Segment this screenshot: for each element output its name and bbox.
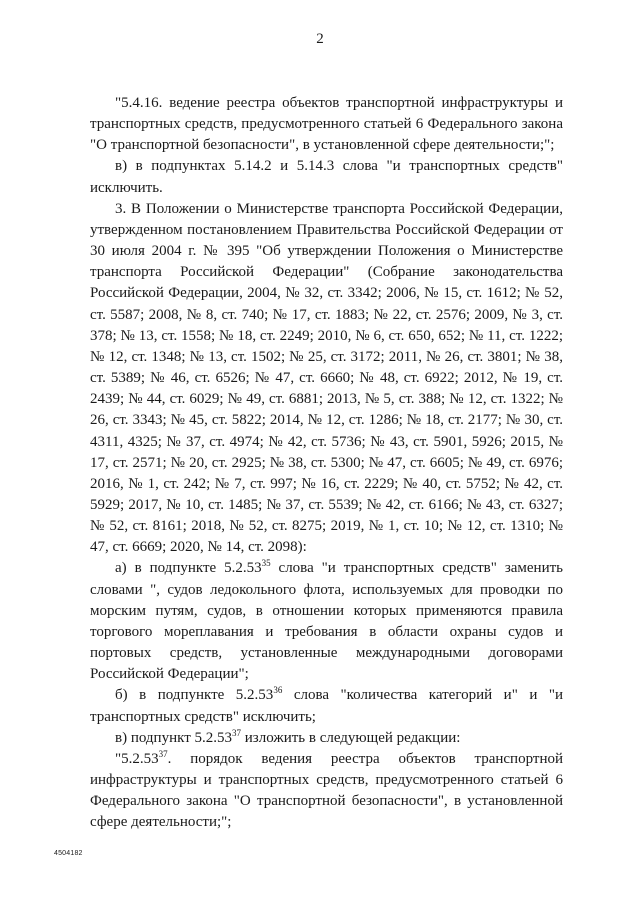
paragraph-text: . порядок ведения реестра объектов транспортной инфраструктуры и транспортных средств, предусмотренного статьей 6 Федерального закона "О транспортной безопасности", в установленной сфере деятельности;"; xyxy=(90,750,563,831)
document-code: 4504182 xyxy=(54,850,83,857)
paragraph-text: слова "и транспортных средств" заменить словами ", судов ледокольного флота, используемых для проводки по морским путям, судов, в отношении которых применяются правила торгового мореплавания и требования в области охраны судов и портовых средств, установленные международными договорами Российской Федерации"; xyxy=(90,560,563,683)
paragraph-subitem-a xyxy=(90,558,563,685)
paragraph-subitem-v2 xyxy=(90,728,563,749)
footnote-superscript: 37 xyxy=(158,748,168,759)
paragraph-subitem-v: в) в подпунктах 5.14.2 и 5.14.3 слова "и транспортных средств" исключить. xyxy=(90,158,563,196)
document-body xyxy=(90,93,563,833)
paragraph-5-4-16: "5.4.16. ведение реестра объектов транспортной инфраструктуры и транспортных средств, предусмотренного статьей 6 Федерального закона "О транспортной безопасности", в установленной сфере деятельности;"; xyxy=(90,95,563,154)
paragraph-text: слова "количества категорий и" и "и транспортных средств" исключить; xyxy=(90,687,564,725)
paragraph-text: а) в подпункте 5.2.53 xyxy=(115,560,262,577)
paragraph-text: изложить в следующей редакции: xyxy=(241,729,461,746)
paragraph-subitem-b xyxy=(90,685,563,727)
footnote-superscript: 37 xyxy=(232,727,242,738)
footnote-superscript: 36 xyxy=(273,685,283,696)
footnote-superscript: 35 xyxy=(261,558,271,569)
paragraph-text: б) в подпункте 5.2.53 xyxy=(115,687,274,704)
paragraph-item-3: 3. В Положении о Министерстве транспорта Российской Федерации, утвержденном постановлением Правительства Российской Федерации от 30 июля 2004 г. № 395 "Об утверждении Положения о Министерстве транспорта Российской Федерации" (Собрание законодательства Российской Федерации, 2004, № 32, ст. 3342; 2006, № 15, ст. 1612; № 52, ст. 5587; 2008, № 8, ст. 740; № 17, ст. 1883; № 22, ст. 2576; 2009, № 3, ст. 378; № 13, ст. 1558; № 18, ст. 2249; 2010, № 6, ст. 650, 652; № 11, ст. 1222; № 12, ст. 1348; № 13, ст. 1502; № 25, ст. 3172; 2011, № 26, ст. 3801; № 38, ст. 5389; № 46, ст. 6526; № 47, ст. 6660; № 48, ст. 6922; 2012, № 19, ст. 2439; № 44, ст. 6029; № 49, ст. 6881; 2013, № 5, ст. 388; № 12, ст. 1322; № 26, ст. 3343; № 45, ст. 5822; 2014, № 12, ст. 1286; № 18, ст. 2177; № 30, ст. 4311, 4325; № 37, ст. 4974; № 42, ст. 5736; № 43, ст. 5901, 5926; 2015, № 17, ст. 2571; № 20, ст. 2925; № 38, ст. 5300; № 47, ст. 6605; № 49, ст. 6976; 2016, № 1, ст. 242; № 7, ст. 997; № 16, ст. 2229; № 40, ст. 5752; № 42, ст. 5929; 2017, № 10, ст. 1485; № 37, ст. 5539; № 42, ст. 6166; № 43, ст. 6327; № 52, ст. 8161; 2018, № 52, ст. 8275; 2019, № 1, ст. 10; № 12, ст. 1310; № 47, ст. 6669; 2020, № 14, ст. 2098): xyxy=(90,200,563,556)
page-number: 2 xyxy=(316,31,324,47)
paragraph-new-wording xyxy=(90,749,563,834)
paragraph-text: в) подпункт 5.2.53 xyxy=(115,729,233,746)
paragraph-text: "5.2.53 xyxy=(115,750,159,767)
